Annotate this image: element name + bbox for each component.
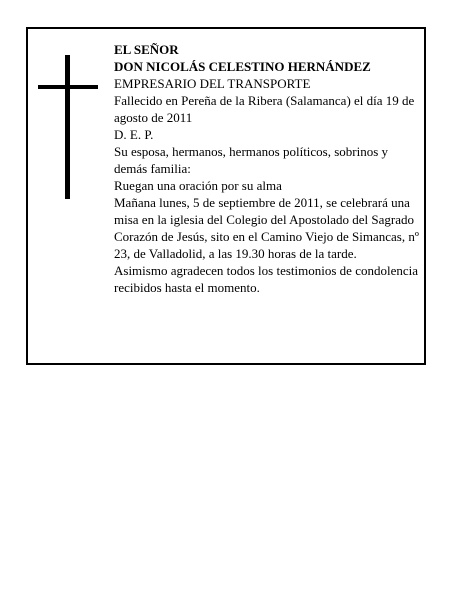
notice-text: [114, 41, 419, 296]
family-line: Su esposa, hermanos, hermanos políticos, sobrinos y demás familia:: [114, 144, 389, 176]
obituary-notice: [26, 27, 426, 365]
rip-line: D. E. P.: [114, 127, 154, 142]
latin-cross-icon: [38, 55, 98, 199]
deceased-occupation: EMPRESARIO DEL TRANSPORTE: [114, 76, 311, 91]
death-details: Fallecido en Pereña de la Ribera (Salamanca) el día 19 de agosto de 2011: [114, 93, 415, 125]
mass-details: Mañana lunes, 5 de septiembre de 2011, se celebrará una misa en la iglesia del Colegio del Apostolado del Sagrado Corazón de Jesús, sito en el Camino Viejo de Simancas, nº 23, de Valladolid, a las 19.30 horas de la tarde.: [114, 195, 419, 261]
cross-horizontal-bar: [38, 85, 98, 89]
thanks-line: Asimismo agradecen todos los testimonios de condolencia recibidos hasta el momento.: [114, 263, 418, 295]
prayer-line: Ruegan una oración por su alma: [114, 178, 282, 193]
cross-vertical-bar: [65, 55, 70, 199]
deceased-title: EL SEÑOR: [114, 42, 179, 57]
deceased-name: DON NICOLÁS CELESTINO HERNÁNDEZ: [114, 59, 371, 74]
